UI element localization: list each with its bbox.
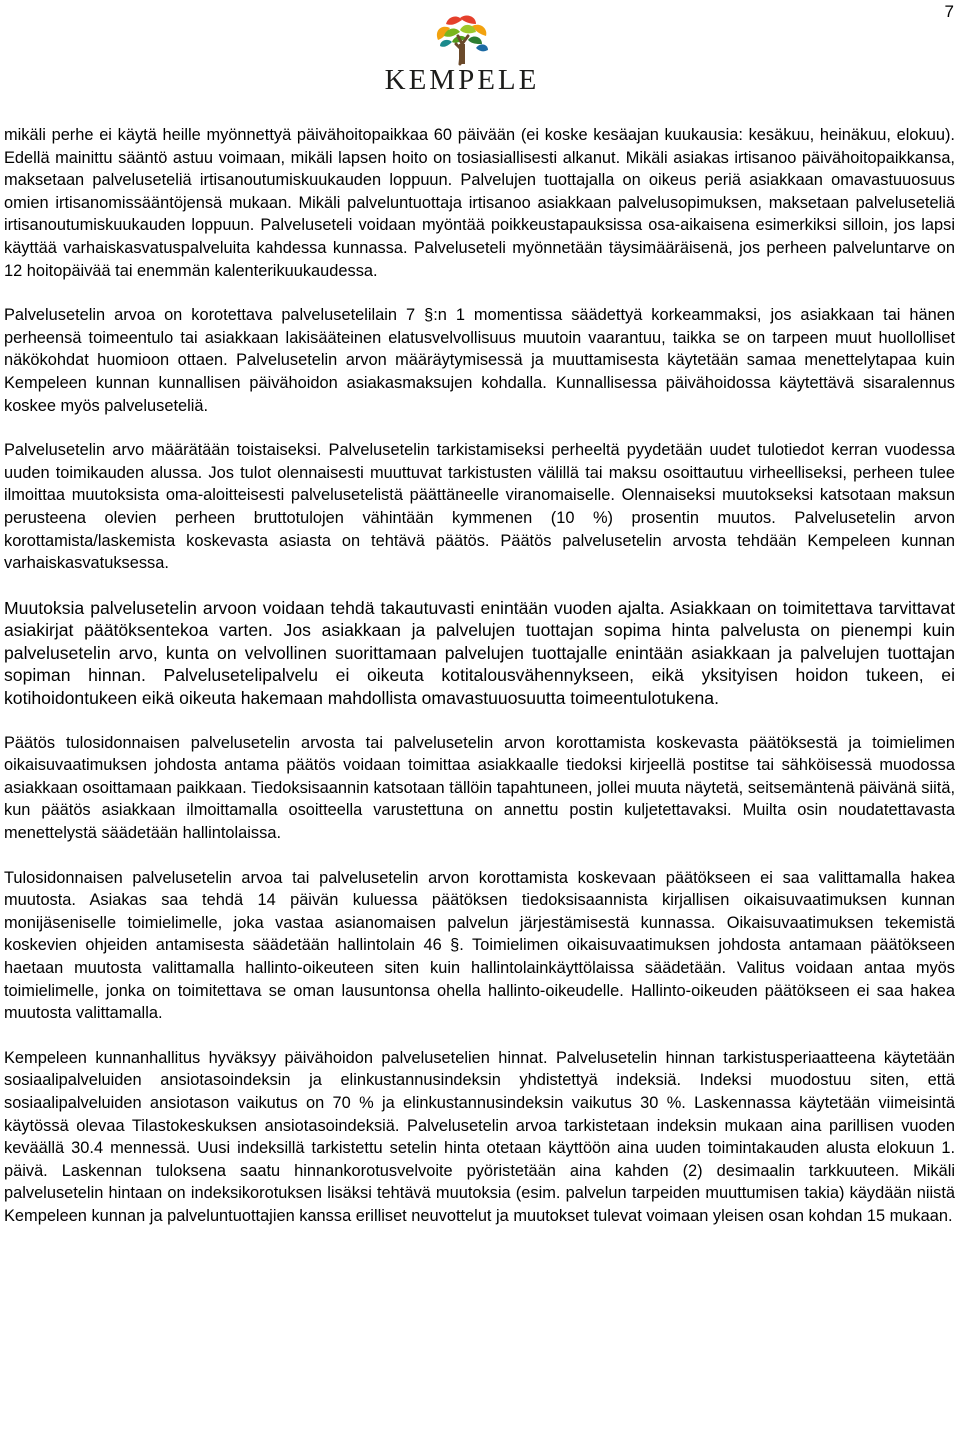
page-number: 7 bbox=[944, 2, 954, 21]
paragraph-3: Palvelusetelin arvo määrätään toistaiseksi. Palvelusetelin tarkistamiseksi perheeltä pyydetään uudet tulotiedot kerran vuodessa uuden toimikauden alussa. Jos tulot olennaisesti muuttuvat tarkistusten välillä tai maksu osoittautuu virheelliseksi, perheen tulee ilmoittaa muutoksista oma-aloitteisesti palvelusetelistä päättäneelle viranomaiselle. Olennaiseksi muutokseksi katsotaan maksun perusteena olevien perheen bruttotulojen vähintään kymmenen (10 %) prosentin muutos. Palvelusetelin arvon korottamista/laskemista koskevasta asiasta on tehtävä päätös. Päätös palvelusetelin arvosta tehdään Kempeleen kunnan varhaiskasvatuksessa. bbox=[4, 441, 955, 573]
paragraph-5: Päätös tulosidonnaisen palvelusetelin arvosta tai palvelusetelin arvon korottamista koskevasta päätöksestä ja toimielimen oikaisuvaatimuksen johdosta antama päätös voidaan toimittaa asiakkaalle tiedoksi kirjeellä postitse tai sähköisessä muodossa asiakkaan osoittamaan paikkaan. Tiedoksisaannin katsotaan tällöin tapahtuneen, jollei muuta näytetä, seitsemäntenä päivänä siitä, kun päätös asiakkaan ilmoittamalla osoitteella varustettuna on annettu postin kuljetettavaksi. Muilta osin noudatettavasta menettelystä säädetään hallintolaissa. bbox=[4, 733, 955, 843]
kempele-logo bbox=[384, 14, 540, 94]
tree-icon bbox=[384, 14, 540, 66]
paragraph-7: Kempeleen kunnanhallitus hyväksyy päivähoidon palvelusetelien hinnat. Palvelusetelin hinnan tarkistusperiaatteena käytetään sosiaalipalveluiden ansiotasoindeksin ja elinkustannusindeksin yhdistettyä indeksiä. Indeksi muodostuu siten, että sosiaalipalveluiden ansiotason vaikutus on 70 % ja elinkustannusindeksin vaikutus 30 %. Laskennassa käytetään viimeisintä käytössä olevaa Tilastokeskuksen ansiotasoindeksiä. Palvelusetelin arvoa tarkistetaan indeksin mukaan aina parillisen vuoden keväällä 30.4 mennessä. Uusi indeksillä tarkistettu setelin hinta otetaan käyttöön aina uuden toimintakauden alusta elokuun 1. päivä. Laskennan tuloksena saatu hinnankorotusvelvoite pyöristetään aina kahden (2) desimaalin tarkkuuteen. Mikäli palvelusetelin hintaan on indeksikorotuksen lisäksi tehtävä muutoksia (esim. palvelun tarpeiden muuttumisen takia) käydään niistä Kempeleen kunnan ja palveluntuottajien kanssa erilliset neuvottelut ja muutokset tulevat voimaan yleisen osan kohdan 15 mukaan. bbox=[4, 1048, 955, 1225]
document-body bbox=[4, 124, 955, 1250]
paragraph-2: Palvelusetelin arvoa on korotettava palvelusetelilain 7 §:n 1 momentissa säädettyä korkeammaksi, jos asiakkaan tai hänen perheensä toimeentulo tai asiakkaan lakisääteinen elatusvelvollisuus muutoin vaarantuu, taikka se on tarpeen muut huollolliset näkökohdat huomioon ottaen. Palvelusetelin arvon määräytymisessä ja muuttamisesta käytetään samaa menettelytapaa kuin Kempeleen kunnan kunnallisen päivähoidon asiakasmaksujen kohdalla. Kunnallisessa päivähoidossa käytettävä sisaralennus koskee myös palveluseteliä. bbox=[4, 306, 955, 415]
paragraph-1: mikäli perhe ei käytä heille myönnettyä päivähoitopaikkaa 60 päivään (ei koske kesäajan kuukausia: kesäkuu, heinäkuu, elokuu). Edellä mainittu sääntö astuu voimaan, mikäli lapsen hoito on tosiasiallisesti alkanut. Mikäli asiakas irtisanoo päivähoitopaikkansa, maksetaan palveluseteliä irtisanoutumiskuukauden loppuun. Palvelujen tuottajalla on oikeus periä asiakkaan omavastuuosuus omien irtisanomissääntöjensä mukaan. Mikäli palveluntuottaja irtisanoo asiakkaan palvelusopimuksen, maksetaan palveluseteliä irtisanoutumiskuukauden loppuun. Palveluseteli voidaan myöntää poikkeustapauksissa osa-aikaisena esimerkiksi silloin, jos lapsi käyttää varhaiskasvatuspalveluita kahdessa kunnassa. Palveluseteli myönnetään täysimääräisenä, jos perheen palveluntarve on 12 hoitopäivää tai enemmän kalenterikuukaudessa. bbox=[4, 126, 955, 280]
paragraph-6: Tulosidonnaisen palvelusetelin arvoa tai palvelusetelin arvon korottamista koskevaan päätökseen ei saa valittamalla hakea muutosta. Asiakas saa tehdä 14 päivän kuluessa päätöksen tiedoksisaannista kirjallisen oikaisuvaatimuksen kunnan monijäseniselle toimielimelle, joka vastaa asianomaisen palvelun järjestämisestä kunnassa. Oikaisuvaatimuksen tekemistä koskevien ohjeiden antamisesta säädetään hallintolain 46 §. Toimielimen oikaisuvaatimuksen johdosta antamaan päätökseen haetaan muutosta valittamalla hallinto-oikeuteen siten kuin hallintolainkäyttölaissa säädetään. Valitus voidaan antaa myös toimielimelle, jonka on toimitettava se oman lausuntonsa ohella hallinto-oikeudelle. Hallinto-oikeuden päätökseen ei saa hakea muutosta valittamalla. bbox=[4, 868, 955, 1023]
logo-text: KEMPELE bbox=[384, 64, 540, 96]
paragraph-4: Muutoksia palvelusetelin arvoon voidaan tehdä takautuvasti enintään vuoden ajalta. Asiakkaan on toimitettava tarvittavat asiakirjat päätöksentekoa varten. Jos asiakkaan ja palvelujen tuottajan sopima hinta palvelusta on pienempi kuin palvelusetelin arvo, kunta on velvollinen suorittamaan palvelujen tuottajalle enintään asiakkaan ja palvelujen tuottajan sopiman hinnan. Palvelusetelipalvelu ei oikeuta kotitalousvähennykseen, eikä yksityisen hoidon tukeen, ei kotihoidontukeen eikä oikeuta hakemaan mahdollista omavastuuosuutta toimeentulotukena. bbox=[4, 597, 955, 709]
